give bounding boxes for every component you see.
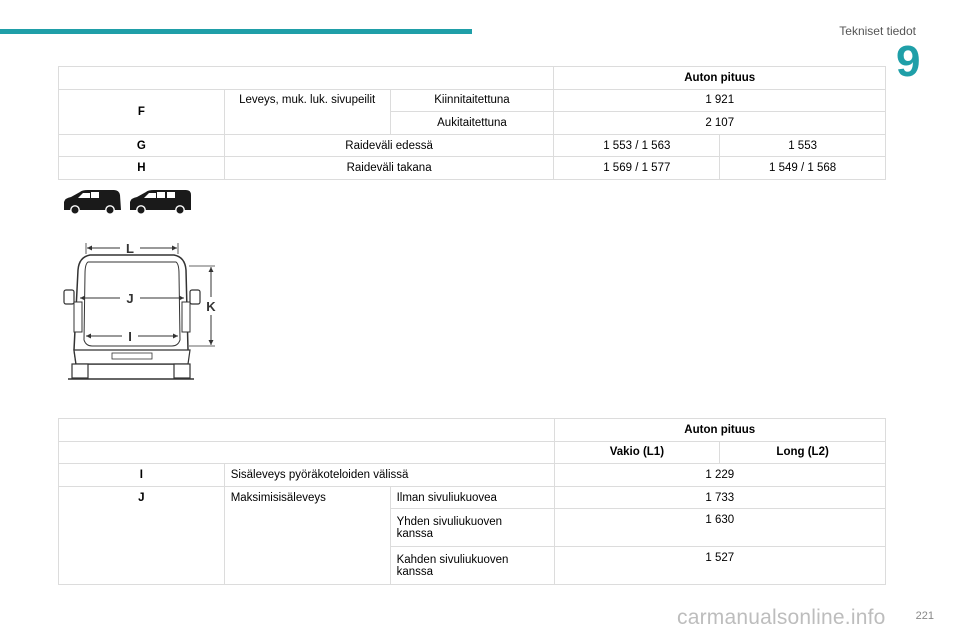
row-value-l1: 1 569 / 1 577 — [554, 157, 720, 180]
row-label: Maksimisisäleveys — [224, 486, 390, 585]
row-value: 1 527 — [554, 547, 886, 585]
dimensions-table-2 — [58, 418, 886, 585]
van-long-icon — [130, 190, 191, 214]
label-L: L — [126, 241, 134, 256]
table-header-row — [59, 67, 886, 90]
row-value-l2: 1 553 — [720, 134, 886, 157]
table-row — [59, 464, 886, 487]
row-value: 1 921 — [554, 89, 886, 112]
row-sublabel: Kiinnitaitettuna — [390, 89, 554, 112]
van-short-icon — [64, 190, 121, 214]
row-value: 1 229 — [554, 464, 886, 487]
row-code: G — [59, 134, 225, 157]
row-value-l2: 1 549 / 1 568 — [720, 157, 886, 180]
dimensions-table-1 — [58, 66, 886, 180]
table-header-cell: Auton pituus — [554, 67, 886, 90]
section-title: Tekniset tiedot — [839, 24, 916, 38]
row-code: I — [59, 464, 225, 487]
van-rear-dimension-diagram — [60, 240, 230, 385]
table-row — [59, 486, 886, 509]
row-value: 2 107 — [554, 112, 886, 135]
chapter-number: 9 — [896, 37, 921, 86]
van-icons — [62, 188, 192, 216]
label-I: I — [128, 329, 132, 344]
table-row — [59, 157, 886, 180]
row-code: H — [59, 157, 225, 180]
row-sublabel: Kahden sivuliukuoven kanssa — [396, 553, 509, 578]
header-accent-bar — [0, 29, 472, 34]
column-l1: Vakio (L1) — [554, 441, 720, 464]
row-sublabel: Aukitaitettuna — [390, 112, 554, 135]
table-subheader-row — [59, 441, 886, 464]
row-label: Leveys, muk. luk. sivupeilit — [224, 89, 390, 134]
table-row — [59, 89, 886, 112]
row-label: Raideväli takana — [224, 157, 554, 180]
column-l2: Long (L2) — [720, 441, 886, 464]
row-sublabel: Yhden sivuliukuoven kanssa — [396, 515, 503, 540]
row-label: Raideväli edessä — [224, 134, 554, 157]
row-code: F — [59, 89, 225, 134]
table-header-row — [59, 419, 886, 442]
table-header-cell: Auton pituus — [554, 419, 886, 442]
watermark: carmanualsonline.info — [677, 606, 886, 629]
label-K: K — [206, 299, 216, 314]
row-label: Sisäleveys pyöräkoteloiden välissä — [224, 464, 554, 487]
row-value: 1 733 — [554, 486, 886, 509]
row-code: J — [59, 486, 225, 585]
table-row — [59, 134, 886, 157]
row-sublabel: Ilman sivuliukuovea — [390, 486, 554, 509]
label-J: J — [126, 291, 134, 306]
page-number: 221 — [915, 610, 934, 622]
row-value: 1 630 — [554, 509, 886, 547]
row-value-l1: 1 553 / 1 563 — [554, 134, 720, 157]
